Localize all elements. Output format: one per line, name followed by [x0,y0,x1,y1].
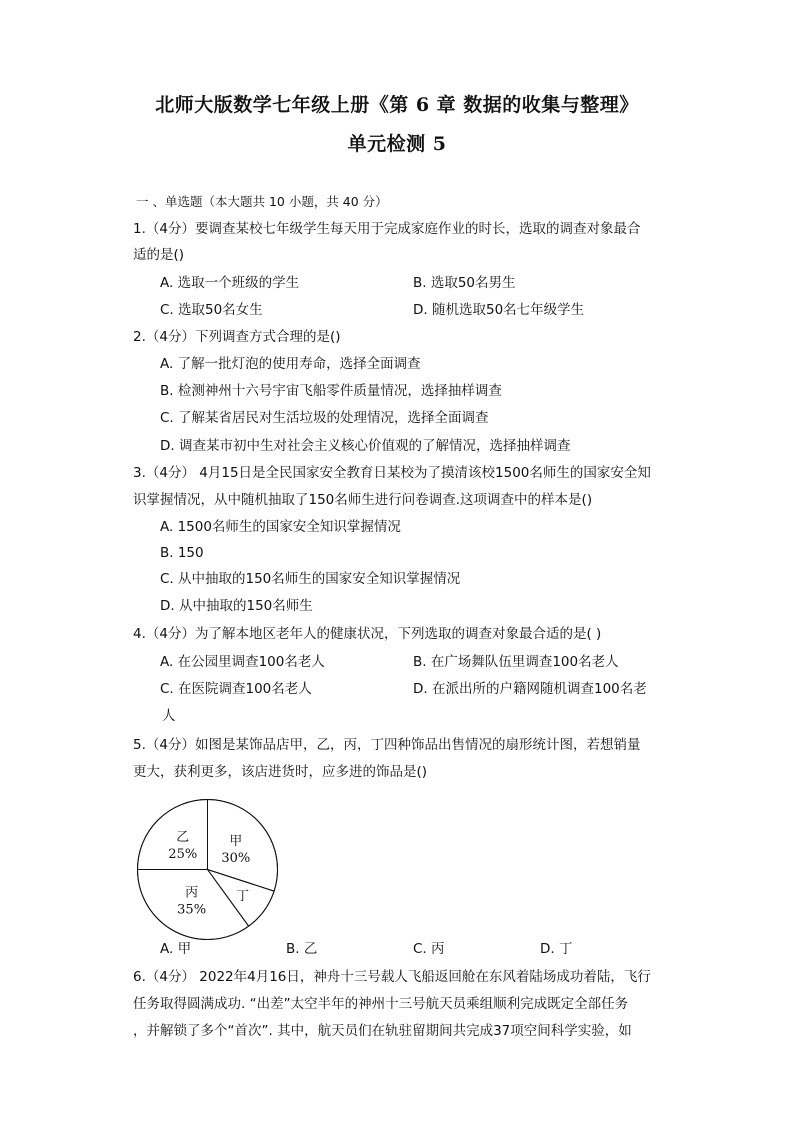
question-3-stem-line-2: 识掌握情况，从中随机抽取了150名师生进行问卷调查.这项调查中的样本是() [133,492,593,508]
question-6-stem-line-2: 任务取得圆满成功. “出差”太空半年的神州十三号航天员乘组顺利完成既定全部任务 [133,996,629,1012]
question-5-option-b: B. 乙 [286,941,318,957]
question-2-option-c: C. 了解某省居民对生活垃圾的处理情况，选择全面调查 [160,410,489,426]
question-1-option-d: D. 随机选取50名七年级学生 [413,302,585,318]
question-4-option-a: A. 在公园里调查100名老人 [160,654,325,670]
question-6-stem-line-3: ，并解锁了多个“首次”. 其中，航天员们在轨驻留期间共完成37项空间科学实验，如 [133,1023,632,1039]
page-title: 北师大版数学七年级上册《第 6 章 数据的收集与整理》 [155,94,639,116]
question-2-option-d: D. 调查某市初中生对社会主义核心价值观的了解情况，选择抽样调查 [160,438,571,454]
question-3-option-a: A. 1500名师生的国家安全知识掌握情况 [160,519,401,535]
pie-slice-value-0: 30% [221,850,251,866]
question-4-stem: 4.（4分）为了解本地区老年人的健康状况，下列选取的调查对象最合适的是( ) [133,626,602,642]
question-1-stem-line-1: 1.（4分）要调查某校七年级学生每天用于完成家庭作业的时长，选取的调查对象最合 [133,221,641,237]
question-2-stem: 2.（4分）下列调查方式合理的是() [133,329,341,345]
pie-slice-label-3: 乙 [176,829,190,845]
question-5-stem-line-2: 更大，获利更多，该店进货时，应多进的饰品是() [133,764,428,780]
pie-chart-svg [135,797,280,942]
question-5-option-d: D. 丁 [540,941,573,957]
question-5-option-c: C. 丙 [413,941,445,957]
question-1-option-c: C. 选取50名女生 [160,302,263,318]
pie-slice-label-2: 丙 [185,885,199,901]
question-4-option-d-wrap: 人 [162,708,176,724]
question-3-option-b: B. 150 [160,545,204,561]
question-4-option-b: B. 在广场舞队伍里调查100名老人 [413,654,619,670]
pie-chart [135,797,280,942]
pie-slice-value-3: 25% [168,846,198,862]
question-4-option-d: D. 在派出所的户籍网随机调查100名老 [413,681,647,697]
question-2-option-b: B. 检测神州十六号宇宙飞船零件质量情况，选择抽样调查 [160,383,502,399]
pie-slice-label-1: 丁 [236,889,250,905]
question-2-option-a: A. 了解一批灯泡的使用寿命，选择全面调查 [160,356,421,372]
question-3-option-c: C. 从中抽取的150名师生的国家安全知识掌握情况 [160,571,461,587]
pie-slice-label-0: 甲 [229,833,243,849]
question-5-option-a: A. 甲 [160,941,192,957]
question-1-option-a: A. 选取一个班级的学生 [160,275,300,291]
page-subtitle: 单元检测 5 [347,133,447,155]
question-6-stem-line-1: 6.（4分） 2022年4月16日，神舟十三号载人飞船返回舱在东风着陆场成功着陆，飞行 [133,969,651,985]
question-1-stem-line-2: 适的是() [133,247,185,263]
question-1-option-b: B. 选取50名男生 [413,275,516,291]
pie-slice-value-2: 35% [177,902,207,918]
section-header: 一 、单选题（本大题共 10 小题，共 40 分） [136,194,388,209]
question-3-option-d: D. 从中抽取的150名师生 [160,598,313,614]
question-4-option-c: C. 在医院调查100名老人 [160,681,312,697]
question-3-stem-line-1: 3.（4分） 4月15日是全民国家安全教育日某校为了摸清该校1500名师生的国家安全知 [133,465,651,481]
question-5-stem-line-1: 5.（4分）如图是某饰品店甲，乙，丙，丁四种饰品出售情况的扇形统计图，若想销量 [133,737,641,753]
